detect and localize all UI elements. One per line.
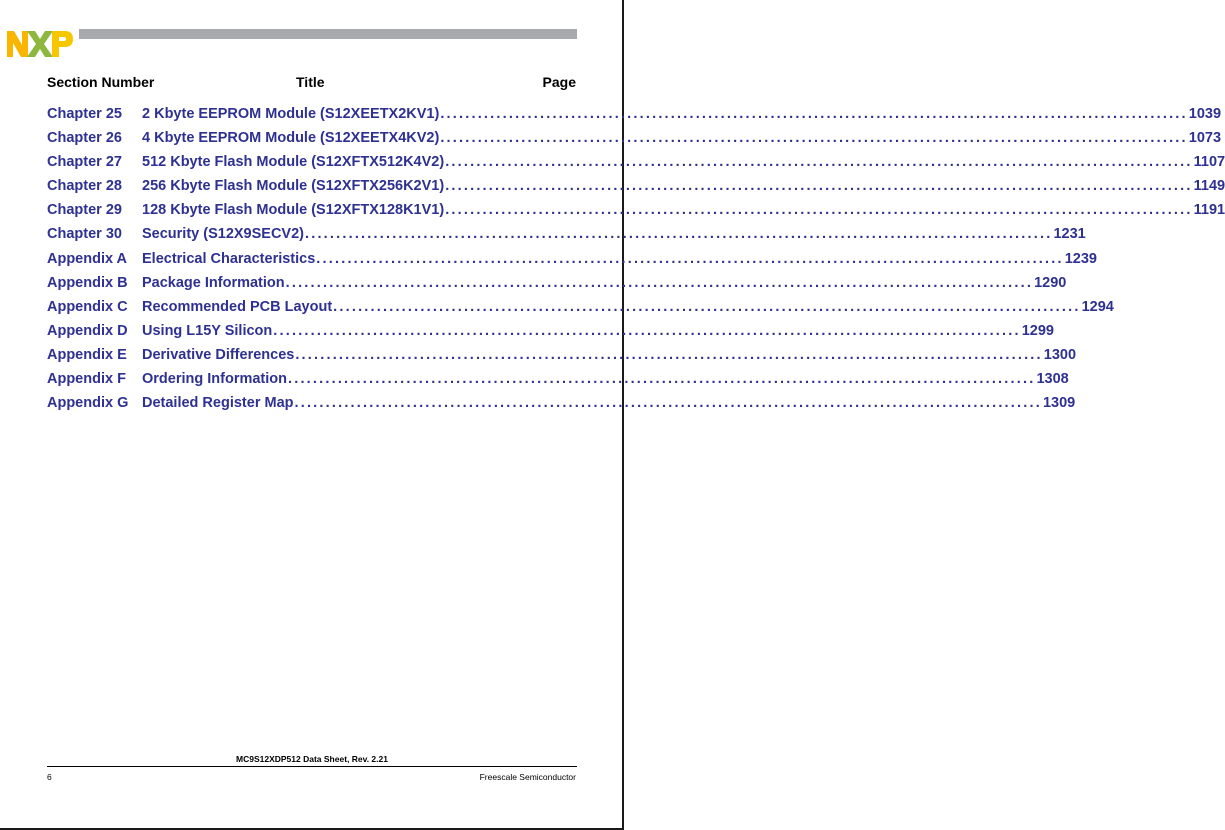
column-header-section: Section Number (47, 74, 155, 90)
toc-title: Security (S12X9SECV2) (142, 226, 304, 243)
column-header-title: Title (296, 74, 325, 90)
toc-entry[interactable] (47, 346, 1077, 371)
toc-page-number: 1309 (1042, 395, 1076, 412)
toc-leader-dots: ........................................................................................................................ (333, 298, 1081, 315)
table-of-contents (47, 106, 1225, 419)
toc-title: Electrical Characteristics (142, 250, 316, 267)
toc-entry[interactable] (47, 250, 1097, 275)
toc-entry[interactable] (47, 322, 1054, 347)
toc-section-number: Appendix F (47, 371, 126, 388)
toc-entry[interactable] (47, 130, 1222, 154)
toc-section-number: Appendix A (47, 250, 128, 267)
toc-page-number: 1107 (1193, 154, 1225, 171)
toc-title: 256 Kbyte Flash Module (S12XFTX256K2V1) (142, 178, 445, 195)
footer-rule (47, 766, 577, 767)
toc-page-number: 1299 (1021, 322, 1054, 339)
toc-page-number: 1149 (1193, 178, 1225, 195)
toc-section-number: Appendix D (47, 322, 128, 339)
toc-leader-dots: ........................................................................................................................ (305, 226, 1053, 243)
toc-section-number: Chapter 26 (47, 130, 122, 147)
toc-leader-dots: ........................................................................................................................ (445, 202, 1193, 219)
toc-section-number: Appendix E (47, 346, 127, 363)
toc-entry[interactable] (47, 371, 1069, 395)
toc-entry[interactable] (47, 178, 1225, 202)
toc-section-number: Chapter 29 (47, 202, 122, 219)
nxp-logo (7, 30, 73, 58)
header-bar (79, 29, 577, 39)
toc-leader-dots: ........................................................................................................................ (285, 274, 1034, 291)
toc-title: Package Information (142, 274, 285, 291)
footer-page-number: 6 (47, 772, 52, 782)
toc-page-number: 1294 (1081, 298, 1114, 315)
toc-page-number: 1290 (1034, 274, 1067, 291)
toc-section-number: Chapter 27 (47, 154, 122, 171)
column-header-page: Page (542, 74, 576, 90)
toc-title: 4 Kbyte EEPROM Module (S12XEETX4KV2) (142, 130, 440, 147)
toc-section-number: Chapter 30 (47, 226, 122, 243)
toc-leader-dots: ........................................................................................................................ (288, 371, 1036, 388)
toc-section-number: Chapter 28 (47, 178, 122, 195)
toc-title: Detailed Register Map (142, 395, 294, 412)
toc-entry[interactable] (47, 395, 1076, 419)
toc-title: Ordering Information (142, 371, 287, 388)
toc-section-number: Appendix B (47, 274, 128, 291)
toc-entry[interactable] (47, 202, 1225, 226)
toc-leader-dots: ........................................................................................................................ (316, 250, 1064, 267)
toc-leader-dots: ........................................................................................................................ (294, 395, 1042, 412)
toc-leader-dots: ........................................................................................................................ (445, 178, 1193, 195)
toc-page-number: 1191 (1193, 202, 1225, 219)
toc-title: Recommended PCB Layout (142, 298, 333, 315)
toc-leader-dots: ........................................................................................................................ (295, 346, 1043, 363)
toc-leader-dots: ........................................................................................................................ (445, 154, 1193, 171)
toc-entry[interactable] (47, 226, 1086, 250)
footer-company: Freescale Semiconductor (479, 772, 576, 782)
toc-page-number: 1231 (1053, 226, 1086, 243)
toc-page-number: 1308 (1036, 371, 1069, 388)
toc-page-number: 1039 (1188, 106, 1222, 122)
toc-title: 128 Kbyte Flash Module (S12XFTX128K1V1) (142, 202, 445, 219)
page-edge-right (622, 0, 624, 830)
toc-entry[interactable] (47, 274, 1067, 299)
footer-doc-title: MC9S12XDP512 Data Sheet, Rev. 2.21 (236, 754, 388, 764)
toc-leader-dots: ........................................................................................................................ (440, 106, 1188, 122)
toc-title: 2 Kbyte EEPROM Module (S12XEETX2KV1) (142, 106, 440, 122)
toc-page-number: 1300 (1043, 346, 1077, 363)
toc-entry[interactable] (47, 298, 1114, 323)
toc-page-number: 1239 (1064, 250, 1097, 267)
toc-title: Using L15Y Silicon (142, 322, 273, 339)
toc-entry[interactable] (47, 154, 1225, 178)
toc-page-number: 1073 (1188, 130, 1222, 147)
toc-leader-dots: ........................................................................................................................ (440, 130, 1188, 147)
toc-entry[interactable] (47, 106, 1222, 130)
toc-section-number: Chapter 25 (47, 106, 122, 122)
toc-section-number: Appendix C (47, 298, 128, 315)
toc-title: 512 Kbyte Flash Module (S12XFTX512K4V2) (142, 154, 445, 171)
toc-title: Derivative Differences (142, 346, 295, 363)
toc-leader-dots: ........................................................................................................................ (273, 322, 1021, 339)
toc-section-number: Appendix G (47, 395, 129, 412)
